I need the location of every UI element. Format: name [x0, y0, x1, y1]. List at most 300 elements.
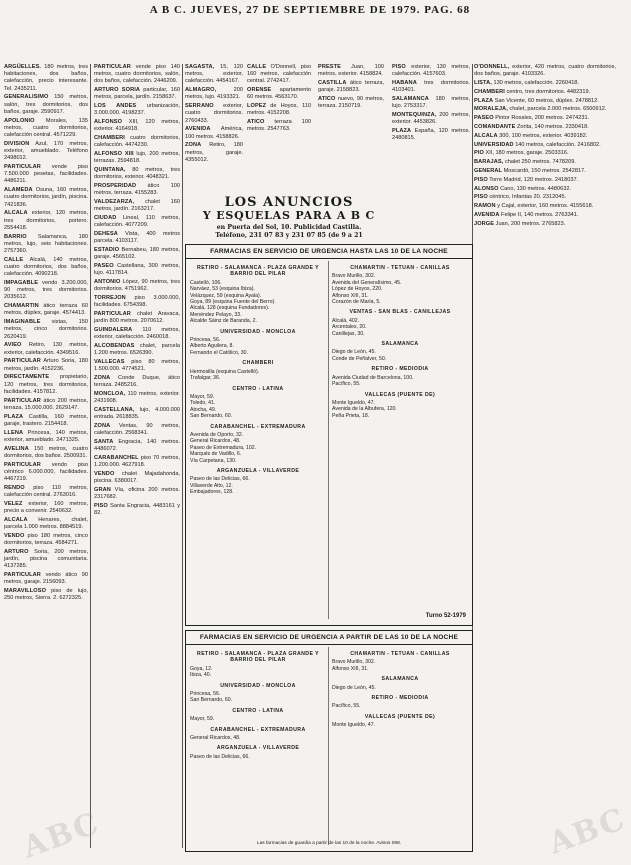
ad-text: vende piso 140 metros, cuatro dormitorios, salón, dos baños, calefacción. 2446209.: [94, 64, 180, 85]
classified-ad: [4, 210, 88, 232]
ad-text: chalet, parcela 2.000 metros. 6500912.: [507, 106, 607, 113]
column-divider: [182, 64, 183, 848]
ad-keyword: AVELINA: [4, 445, 29, 452]
district-heading: SALAMANCA: [381, 676, 419, 683]
pharmacy-address: Castelló, 106.: [190, 279, 222, 286]
ad-text: Alcalá, 140 metros, cuatro dormitorios, dos baños, calefacción. 4090218.: [4, 256, 88, 278]
pharmacy-address: General Ricardos, 48.: [190, 438, 241, 445]
ad-text: Engracia, 140 metros. 4486072.: [94, 439, 180, 453]
classified-ad: [94, 64, 180, 86]
ad-keyword: PLAZA: [4, 413, 24, 420]
ad-keyword: CALLE: [4, 256, 24, 263]
pharmacy-address: Villaverde Alto, 12.: [190, 482, 233, 489]
pharmacy-address: Hermosilla (esquina Castelló).: [190, 368, 260, 375]
ad-keyword: CALLE: [247, 64, 267, 70]
ad-keyword: ALCALA: [4, 210, 28, 217]
classifieds-column-4: [247, 64, 311, 192]
pharmacy-address: San Bernardo, 60.: [190, 413, 233, 420]
pharmacy-address: Marqués de Vadillo, 6.: [190, 451, 242, 458]
ad-text: céntrico, Infantas 20. 2312045.: [487, 194, 567, 201]
ad-text: nuevo, 90 metros, terraza. 2150719.: [318, 96, 384, 110]
ad-keyword: DIRECTAMENTE: [4, 374, 50, 381]
classified-ad: [247, 103, 311, 117]
classified-ad: [318, 64, 384, 78]
ad-keyword: LISTA,: [474, 80, 492, 86]
ad-keyword: PRESTE: [318, 64, 341, 70]
ad-text: Azul, 170 metros, exterior, amueblado. Teléfono 2498012.: [4, 140, 88, 162]
classified-ad: [4, 485, 88, 499]
ad-keyword: CHAMBERI: [474, 88, 505, 95]
pharmacy-address: Monte Igueldo, 47.: [332, 399, 375, 406]
classified-ad: [247, 87, 311, 101]
ad-text: piso 70 metros, 1.200.000. 4627918.: [94, 455, 180, 469]
pharmacy-address: Embajadores, 128.: [190, 489, 234, 496]
ad-keyword: BARAJAS,: [474, 159, 504, 166]
classified-ad: [4, 94, 88, 116]
ad-text: chalet Majadahonda, piscina. 6380017.: [94, 471, 180, 485]
pharmacy-address: Bravo Murillo, 302.: [332, 273, 376, 280]
ad-keyword: DEHESA: [94, 231, 118, 238]
ad-text: Ventas, 90 metros, calefacción. 2568341.: [94, 423, 180, 437]
classified-ad: [247, 64, 311, 86]
ad-keyword: PARTICULAR: [4, 572, 41, 579]
ad-keyword: ARTURO: [4, 548, 29, 555]
ad-text: piso 3.000.000, facilidades. 6754398.: [94, 295, 180, 309]
ad-keyword: VENDO: [94, 471, 115, 478]
classifieds-column-3: [185, 64, 243, 192]
pharmacy-address: Alcalá, 128 (esquina Fundadores).: [190, 305, 270, 312]
ad-text: 200 metros, exterior. 4453826.: [392, 112, 470, 126]
ad-text: chalet Aravaca, jardín 800 metros. 2070612.: [94, 311, 180, 325]
district-heading: ARGANZUELA - VILLAVERDE: [216, 745, 300, 752]
ad-text: 150 metros, cuatro dormitorios, dos baños. 2500931.: [4, 445, 88, 459]
ad-text: Juan, 200 metros. 2765823.: [494, 220, 566, 227]
classified-ad: [94, 167, 180, 181]
pharmacy-address: Trafalgar, 36.: [190, 375, 221, 382]
ad-text: exterior, 420 metros, cuatro dormitorios, dos baños, garaje. 4103326.: [474, 64, 616, 78]
classified-ad: [474, 124, 616, 131]
classified-ad: [4, 303, 88, 317]
classified-ad: [94, 295, 180, 309]
box-divider: [328, 647, 329, 845]
pharmacy-address: General Ricardos, 48.: [190, 735, 241, 742]
ad-keyword: PARTICULAR: [94, 311, 131, 318]
ad-text: terraza 100 metros. 2547763.: [247, 119, 311, 133]
abc-watermark: ABC: [544, 801, 631, 862]
classified-ad: [474, 159, 616, 166]
pharmacy-address: Paseo de las Delicias, 66.: [190, 476, 250, 483]
pharmacy-address: Vía Carpetana, 130.: [190, 457, 237, 464]
ad-text: lujo, 4.000.000 entrada. 2618835.: [94, 407, 180, 421]
masthead: A B C. JUEVES, 27 DE SEPTIEMBRE DE 1979. PAG. 68: [149, 4, 471, 16]
ad-text: Vista, 400 metros parcela. 4103117.: [94, 231, 180, 245]
classified-ad: [94, 359, 180, 373]
classified-ad: [474, 194, 616, 201]
ad-keyword: ATICO: [247, 119, 265, 126]
ad-keyword: PARTICULAR: [4, 358, 41, 365]
pharmacy-address: Corazón de María, 5.: [332, 299, 381, 306]
notice-heading: LOS ANUNCIOS: [224, 195, 354, 210]
classified-ad: [4, 358, 88, 372]
ad-text: Castellana, 300 metros, lujo. 4117814.: [94, 263, 180, 277]
ad-text: tres dormitorios. 4103401.: [392, 80, 470, 94]
ad-text: propietario, 120 metros, tres dormitorios, facilidades. 4157812.: [4, 374, 88, 395]
ad-keyword: VELEZ: [4, 500, 23, 507]
ad-keyword: UNIVERSIDAD: [474, 141, 514, 148]
pharmacy-address: Alfonso XIII, 31.: [332, 292, 369, 299]
ad-keyword: CASTILLA: [318, 80, 347, 86]
pharmacy-address: Alcalá, 402.: [332, 317, 360, 324]
ad-keyword: VALDEZARZA,: [94, 199, 135, 206]
ad-keyword: ESTADIO: [94, 247, 120, 254]
ad-keyword: AVENIDA: [185, 126, 211, 133]
classified-ad: [474, 98, 616, 105]
classified-ad: [247, 119, 311, 133]
ad-text: Castilla, 160 metros, garaje, trastero. 2154418.: [4, 413, 88, 427]
notice-address: en Puerta del Sol, 10. Publicidad Castilla.: [216, 224, 362, 231]
ad-keyword: ZONA: [94, 375, 111, 382]
ad-keyword: PISO: [94, 503, 108, 510]
ad-keyword: DIVISION: [4, 140, 30, 147]
district-heading: RETIRO - MEDIODIA: [371, 366, 429, 373]
ad-keyword: MONTEQUINZA,: [392, 112, 437, 118]
ad-text: Retiro, 180 metros, garaje. 4355012.: [185, 142, 243, 163]
ad-text: 150 metros, salón, tres dormitorios, dos baños, garaje. 2590917.: [4, 94, 88, 115]
box-divider: [328, 261, 329, 619]
ad-text: Retiro, 130 metros, exterior, calefacción. 4349516.: [4, 342, 88, 356]
ad-text: ático 100 metros, terraza. 4155283.: [94, 183, 180, 197]
ad-keyword: ATICO: [318, 96, 336, 102]
ad-text: Pintor Rosales, 200 metros. 2474231.: [493, 115, 590, 122]
classified-ad: [4, 549, 88, 571]
classified-ad: [4, 446, 88, 460]
pharmacy-address: Paseo de las Delicias, 66.: [190, 753, 250, 760]
ad-text: 15, 120 metros, exterior, calefacción. 4454167.: [185, 64, 243, 85]
classified-ad: [474, 115, 616, 122]
ad-keyword: ANTONIO: [94, 279, 121, 286]
ad-text: chalet, parcela 1.200 metros. 6526390.: [94, 343, 180, 357]
ad-text: 110 metros, exterior, calefacción. 2460018.: [94, 327, 180, 341]
abc-watermark: ABC: [18, 805, 105, 865]
classified-ad: [474, 150, 616, 157]
ad-keyword: JORGE: [474, 220, 495, 227]
ad-keyword: ALCOBENDAS: [94, 343, 135, 350]
ad-keyword: IMAGINABLE: [4, 319, 41, 326]
ad-keyword: ZONA: [185, 142, 202, 149]
pharmacy-address: Arcentales, 20.: [332, 324, 367, 331]
ad-text: Salamanca, 180 metros, lujo, seis habitaciones. 2757360.: [4, 233, 88, 255]
classified-ad: [474, 221, 616, 228]
ad-text: Cano, 130 metros. 4480632.: [498, 185, 571, 192]
district-heading: RETIRO - SALAMANCA - PLAZA GRANDE Y BARRIO DEL PILAR: [197, 265, 319, 278]
ad-keyword: APOLONIO: [4, 117, 35, 124]
pharmacy-address: Pacífico, 55.: [332, 703, 361, 710]
ad-text: López, 90 metros, tres dormitorios. 4751962.: [94, 279, 180, 293]
ad-keyword: GENERAL: [474, 167, 503, 174]
classified-ad: [4, 501, 88, 515]
ad-keyword: PARTICULAR: [4, 164, 41, 171]
classified-ad: [4, 517, 88, 531]
classified-ad: [94, 135, 180, 149]
ad-keyword: ALCALA: [474, 132, 498, 139]
ad-text: chalet 160 metros, jardín. 2163217.: [94, 199, 180, 213]
ad-text: España, 120 metros. 2480815.: [392, 128, 470, 142]
ad-keyword: LLENA: [4, 429, 24, 436]
pharmacy-address: Monte Igueldo, 47.: [332, 722, 375, 729]
ad-text: O'Donnell, piso 160 metros, calefacción central. 2742417.: [247, 64, 311, 85]
ad-text: urbanización, 3.000.000. 4198237.: [94, 103, 180, 117]
pharmacy-address: Toledo, 41.: [190, 400, 216, 407]
pharmacy-address: López de Hoyos, 220.: [332, 286, 383, 293]
ad-keyword: CHAMBERI: [94, 135, 125, 142]
district-heading: CHAMARTIN - TETUAN - CANILLAS: [350, 265, 450, 271]
ad-text: Osuna, 160 metros, cuatro dormitorios, jardín, piscina. 7421836.: [4, 187, 88, 208]
classified-ad: [474, 80, 616, 87]
ad-keyword: HABANA: [392, 80, 417, 86]
ad-keyword: ALMAGRO,: [185, 87, 217, 94]
ad-text: ático terraza 60 metros, dúplex, garaje. 4574413.: [4, 303, 88, 317]
district-heading: VENTAS - SAN BLAS - CANILLEJAS: [349, 309, 451, 316]
classified-ad: [94, 487, 180, 501]
ad-text: Bernabeu, 180 metros, garaje. 4565102.: [94, 247, 180, 261]
ad-keyword: ARTURO SORIA: [94, 87, 141, 94]
district-heading: CARABANCHEL - EXTREMADURA: [210, 726, 306, 733]
ad-keyword: ALAMEDA: [4, 187, 33, 194]
classified-ad: [94, 119, 180, 133]
classified-ad: [4, 141, 88, 163]
ad-keyword: CASTELLANA,: [94, 407, 135, 414]
classified-ad: [94, 247, 180, 261]
pharmacy-address: Velázquez, 59 (esquina Ayala).: [190, 292, 262, 299]
pharmacy-box-after-10: [185, 630, 473, 852]
pharmacy-address: Princesa, 56.: [190, 337, 221, 344]
ad-text: apartamento 60 metros. 4563170.: [247, 87, 311, 101]
classified-ad: [392, 128, 470, 142]
classified-ad: [94, 311, 180, 325]
ad-keyword: ALFONSO: [94, 119, 123, 126]
district-heading: SALAMANCA: [381, 341, 419, 348]
ad-keyword: PLAZA: [392, 128, 412, 134]
ad-text: vendo 3.200.000, 90 metros, tres dormitorios. 2035612.: [4, 280, 88, 301]
ad-keyword: VENDO: [4, 532, 25, 539]
ad-text: Princesa, 140 metros, exterior, amueblado. 2471325.: [4, 429, 88, 443]
classifieds-column-7: [474, 64, 616, 848]
district-heading: VALLECAS (PUENTE DE): [364, 713, 436, 720]
ad-keyword: TORREJON: [94, 295, 126, 302]
classified-ad: [185, 103, 243, 125]
district-heading: RETIRO - MEDIODIA: [371, 695, 429, 702]
classified-ad: [4, 164, 88, 186]
classified-ad: [4, 280, 88, 302]
ad-text: vende piso 7.500.000 pesetas, facilidades. 4486211.: [4, 164, 88, 185]
pharmacy-address: Diego de León, 45.: [332, 684, 376, 691]
ad-text: 140 metros, calefacción. 2416802.: [513, 141, 601, 148]
ad-text: exterior, cuatro dormitorios. 2760433.: [185, 103, 243, 124]
classified-ad: [4, 414, 88, 428]
ad-keyword: PISO: [474, 194, 488, 201]
classified-ad: [392, 96, 470, 110]
ad-keyword: GENERALISIMO: [4, 94, 49, 101]
turno-label: Turno 52-1979: [425, 613, 466, 619]
ad-text: 110 metros, exterior. 2431908.: [94, 391, 180, 405]
classified-ad: [94, 199, 180, 213]
classified-ad: [4, 462, 88, 484]
ad-text: Moscardó, 150 metros. 2542817.: [502, 167, 586, 174]
district-heading: RETIRO - SALAMANCA - PLAZA GRANDE Y BARRIO DEL PILAR: [197, 651, 319, 664]
ad-text: exterior, 160 metros, precio a convenir. 2540632.: [4, 500, 88, 515]
classified-ad: [4, 533, 88, 547]
district-heading: CENTRO - LATINA: [232, 385, 284, 392]
ad-keyword: O'DONNELL,: [474, 64, 510, 70]
ad-keyword: ZONA: [94, 423, 111, 430]
ad-text: exterior, 120 metros, tres dormitorios, portero. 2554418.: [4, 210, 88, 231]
pharmacy-address: Avenida de la Albufera, 120.: [332, 406, 397, 413]
classified-ad: [94, 231, 180, 245]
classifieds-column-5: [318, 64, 384, 192]
ad-keyword: PISO: [392, 64, 406, 70]
pharmacy-address: Mayor, 59.: [190, 716, 215, 723]
ad-text: de Hoyos, 110 metros. 4152208.: [247, 103, 311, 117]
classified-ad: [474, 142, 616, 149]
ad-text: piso 110 metros, calefacción central. 2763016.: [4, 484, 88, 499]
ad-text: 180 metros, lujo. 2753317.: [392, 96, 470, 110]
pharmacy-address: Alfonso XIII, 31.: [332, 665, 369, 672]
ad-keyword: PARTICULAR: [94, 64, 131, 70]
classified-ad: [474, 203, 616, 210]
ad-keyword: MONCLOA,: [94, 391, 126, 398]
ad-keyword: SERRANO: [185, 103, 214, 110]
pharmacy-address: Avenida del Generalísimo, 45.: [332, 279, 402, 286]
ad-text: centro, tres dormitorios. 4482319.: [504, 88, 591, 95]
classified-ad: [392, 64, 470, 78]
ad-keyword: ARGÜELLES.: [4, 64, 42, 70]
pharmacy-list-right: [332, 261, 468, 419]
ad-keyword: AVENIDA: [474, 211, 500, 218]
ad-text: Soria, 200 metros, jardín, piscina comunitaria. 4137285.: [4, 548, 88, 570]
ad-text: particular, 160 metros, parcela, jardín. 2158637.: [94, 87, 180, 101]
pharmacy-address: Fernando el Católico, 30.: [190, 349, 248, 356]
pharmacy-address: Pacífico, 55.: [332, 381, 361, 388]
ad-keyword: GRAN: [94, 487, 111, 494]
pharmacy-address: Narváez, 53 (esquina Ibiza).: [190, 286, 255, 293]
ad-text: 300, 100 metros, exterior. 4039182.: [497, 132, 588, 139]
district-heading: CHAMARTIN - TETUAN - CANILLAS: [350, 651, 450, 657]
ad-text: Zorita, 140 metros. 2330418.: [515, 123, 589, 130]
classified-ad: [4, 430, 88, 444]
classified-ad: [392, 80, 470, 94]
ad-keyword: PARTICULAR: [4, 397, 41, 404]
ad-text: chalet 250 metros. 7478209.: [503, 159, 576, 166]
pharmacy-address: Atocha, 49.: [190, 406, 217, 413]
classified-ad: [474, 177, 616, 184]
classified-ad: [94, 183, 180, 197]
classified-ad: [94, 423, 180, 437]
ad-text: América, 100 metros. 4158826.: [185, 126, 243, 140]
ad-text: piso de lujo, 250 metros, Sierra. 2. 6272325.: [4, 588, 88, 602]
ad-keyword: ORENSE: [247, 87, 272, 94]
classified-ad: [474, 186, 616, 193]
classified-ad: [318, 80, 384, 94]
classified-ad: [474, 133, 616, 140]
classified-ad: [94, 439, 180, 453]
pharmacy-address: Ibiza, 40.: [190, 672, 212, 679]
classified-ad: [94, 263, 180, 277]
ad-text: 130 metros, calefacción. 2260418.: [491, 80, 579, 86]
pharmacy-address: Peña Prieta, 18.: [332, 412, 370, 419]
classified-ad: [4, 187, 88, 209]
pharmacy-address: Canillejas, 30.: [332, 330, 365, 337]
box-footer-note: Las farmacias de guardia a partir de las 10 de la noche. Avisos 098.: [256, 841, 402, 846]
ad-keyword: MARAVILLOSO: [4, 588, 47, 595]
classified-ad: [185, 64, 243, 86]
ad-keyword: ALONSO: [474, 185, 499, 192]
ad-text: vendo piso céntrico 6.000.000, facilidades. 4467219.: [4, 461, 88, 483]
ad-text: Morales, 135 metros, cuatro dormitorios, calefacción central. 4571229.: [4, 117, 88, 139]
classified-ad: [94, 503, 180, 517]
ad-text: piso 80 metros, 1.500.000. 4774521.: [94, 359, 180, 373]
ad-text: lujo, 200 metros, terrazas. 2594818.: [94, 151, 180, 165]
ad-text: 80 metros, tres dormitorios, exterior. 4048321.: [94, 167, 180, 181]
classified-ad: [4, 572, 88, 586]
classified-ad: [4, 64, 88, 93]
ad-keyword: RAMON: [474, 203, 496, 210]
pharmacy-address: Alcalde Sáinz de Baranda, 2.: [190, 318, 257, 325]
pharmacy-address: Goya, 12.: [190, 665, 213, 672]
classified-ad: [4, 374, 88, 396]
ad-text: vendo ático 90 metros, garaje. 2156093.: [4, 572, 88, 586]
classified-ad: [94, 343, 180, 357]
ad-keyword: PASEO: [474, 115, 494, 122]
ad-keyword: COMANDANTE: [474, 123, 516, 130]
pharmacy-list-right: [332, 647, 468, 729]
notice-phone: Teléfono, 231 07 83 y 231 07 85 (de 9 a 21: [215, 232, 363, 239]
ad-keyword: SANTA: [94, 439, 114, 446]
classified-ad: [474, 106, 616, 113]
classified-ad: [474, 212, 616, 219]
pharmacy-box-title: FARMACIAS EN SERVICIO DE URGENCIA HASTA LAS 10 DE LA NOCHE: [186, 245, 472, 259]
classified-ad: [94, 375, 180, 389]
classified-ad: [185, 87, 243, 101]
ad-keyword: SALAMANCA: [392, 96, 429, 102]
pharmacy-address: Alberto Aguilera, 8.: [190, 343, 234, 350]
column-divider: [90, 64, 91, 848]
classified-ad: [185, 126, 243, 140]
pharmacy-list-left: [190, 647, 326, 760]
district-heading: CARABANCHEL - EXTREMADURA: [210, 423, 306, 430]
ad-keyword: SAGASTA,: [185, 64, 215, 70]
pharmacy-address: Menéndez Pelayo, 33.: [190, 311, 242, 318]
district-heading: UNIVERSIDAD - MONCLOA: [220, 682, 296, 689]
classified-ad: [4, 342, 88, 356]
ad-text: Juan, 100 metros, exterior. 4158824.: [318, 64, 384, 78]
ad-text: 200 metros, lujo. 4193321.: [185, 87, 243, 101]
classified-ad: [4, 118, 88, 140]
pharmacy-address: Goya, 89 (esquina Fuente del Berro).: [190, 299, 276, 306]
pharmacy-address: Mayor, 59.: [190, 393, 215, 400]
classifieds-column-1: [4, 64, 88, 848]
ad-keyword: LOS ANDES: [94, 103, 137, 110]
ad-keyword: PASEO: [94, 263, 114, 270]
ad-keyword: CHAMARTIN: [4, 303, 39, 310]
classified-ad: [94, 407, 180, 421]
ad-text: Torre Madrid, 120 metros. 2418037.: [487, 176, 579, 183]
pharmacy-address: San Bernardo, 60.: [190, 697, 233, 704]
classified-ad: [94, 151, 180, 165]
ad-keyword: ALCALA: [4, 516, 28, 523]
ad-keyword: IMPAGABLE: [4, 280, 39, 287]
classified-ad: [4, 319, 88, 341]
district-heading: VALLECAS (PUENTE DE): [364, 391, 436, 398]
